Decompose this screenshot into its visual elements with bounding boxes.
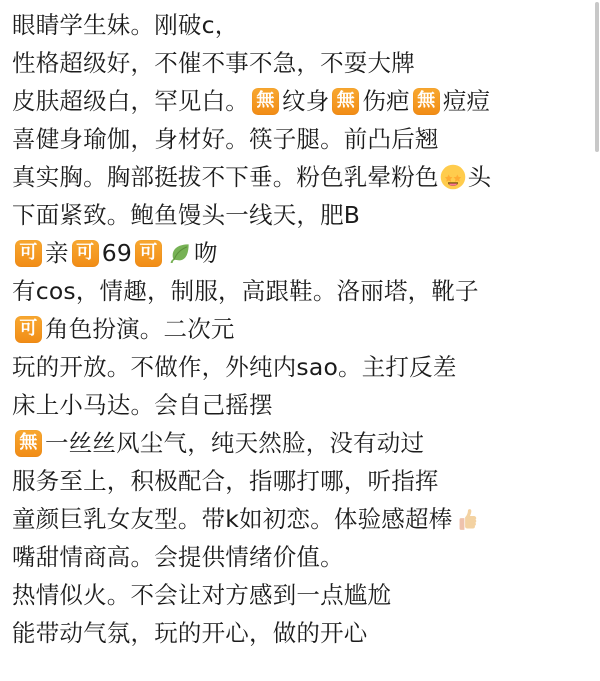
text-run: 服务至上，积极配合，指哪打哪，听指挥 xyxy=(12,467,439,495)
text-line xyxy=(12,158,592,196)
text-run: 纹身 xyxy=(282,87,330,115)
scrollbar-thumb[interactable] xyxy=(595,2,599,152)
text-line xyxy=(12,82,592,120)
squared-cjk-badge-無: 無 xyxy=(252,88,279,115)
text-run: 下面紧致。鲍鱼馒头一线天，肥B xyxy=(12,201,361,229)
squared-cjk-badge-無: 無 xyxy=(15,430,42,457)
text-run: 伤疤 xyxy=(362,87,410,115)
text-run: 童颜巨乳女友型。带k如初恋。体验感超棒 xyxy=(12,505,453,533)
vertical-scrollbar[interactable] xyxy=(594,0,600,681)
text-run: 热情似火。不会让对方感到一点尴尬 xyxy=(12,581,392,609)
text-run: 69 xyxy=(101,239,133,267)
text-line xyxy=(12,500,592,538)
star-struck-face-icon xyxy=(440,164,467,191)
squared-cjk-badge-無: 無 xyxy=(332,88,359,115)
text-line xyxy=(12,310,592,348)
text-run: 真实胸。胸部挺拔不下垂。粉色乳晕粉色 xyxy=(12,163,439,191)
text-run: 床上小马达。会自己摇摆 xyxy=(12,391,273,419)
text-run: 角色扮演。二次元 xyxy=(45,315,235,343)
squared-cjk-badge-可: 可 xyxy=(135,240,162,267)
text-run: 能带动气氛，玩的开心，做的开心 xyxy=(12,619,368,647)
squared-cjk-badge-可: 可 xyxy=(72,240,99,267)
text-line xyxy=(12,614,592,652)
thumbs-up-icon xyxy=(453,506,480,533)
text-run: 亲 xyxy=(45,239,69,267)
text-run: 一丝丝风尘气，纯天然脸，没有动过 xyxy=(45,429,425,457)
text-run: 皮肤超级白，罕见白。 xyxy=(12,87,249,115)
text-line xyxy=(12,462,592,500)
document-text-body xyxy=(12,6,592,652)
squared-cjk-badge-可: 可 xyxy=(15,316,42,343)
text-line xyxy=(12,6,592,44)
text-run: 头 xyxy=(467,163,492,191)
text-line xyxy=(12,576,592,614)
text-line xyxy=(12,196,592,234)
leaf-icon xyxy=(166,240,193,267)
text-line xyxy=(12,272,592,310)
squared-cjk-badge-可: 可 xyxy=(15,240,42,267)
text-line xyxy=(12,44,592,82)
text-run: 喜健身瑜伽，身材好。筷子腿。前凸后翘 xyxy=(12,125,439,153)
text-run: 嘴甜情商高。会提供情绪价值。 xyxy=(12,543,344,571)
text-run: 性格超级好，不催不事不急，不耍大牌 xyxy=(12,49,415,77)
text-line xyxy=(12,348,592,386)
text-line xyxy=(12,234,592,272)
text-line xyxy=(12,538,592,576)
text-line xyxy=(12,120,592,158)
text-line xyxy=(12,424,592,462)
text-line xyxy=(12,386,592,424)
text-run: 有cos，情趣，制服，高跟鞋。洛丽塔，靴子 xyxy=(12,277,479,305)
text-run: 痘痘 xyxy=(442,87,491,115)
text-run: 吻 xyxy=(194,239,218,267)
squared-cjk-badge-無: 無 xyxy=(413,88,440,115)
text-run: 眼睛学生妹。刚破c， xyxy=(12,11,239,39)
text-run: 玩的开放。不做作，外纯内sao。主打反差 xyxy=(12,353,457,381)
